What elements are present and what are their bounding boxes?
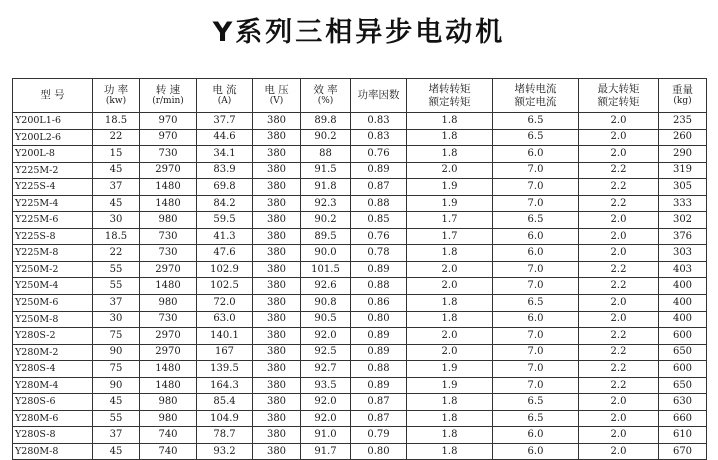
table-row xyxy=(13,212,707,229)
table-cell: 2.0 xyxy=(579,129,659,146)
motor-spec-table xyxy=(12,78,707,460)
table-cell: 6.5 xyxy=(493,129,579,146)
table-cell: 380 xyxy=(253,113,301,130)
table-cell: 730 xyxy=(140,146,197,163)
model-cell: Y200L1-6 xyxy=(13,113,93,130)
table-cell: 0.87 xyxy=(351,394,407,411)
table-row xyxy=(13,179,707,196)
table-cell: 600 xyxy=(659,328,707,345)
table-cell: 6.0 xyxy=(493,146,579,163)
table-cell: 2.2 xyxy=(579,361,659,378)
table-cell: 2.2 xyxy=(579,195,659,212)
table-cell: 650 xyxy=(659,377,707,394)
table-cell: 0.87 xyxy=(351,410,407,427)
table-cell: 1.9 xyxy=(407,361,493,378)
table-row xyxy=(13,278,707,295)
table-cell: 41.3 xyxy=(197,228,253,245)
column-header-label: 效 率 xyxy=(313,83,338,96)
table-cell: 2.0 xyxy=(579,295,659,312)
table-cell: 380 xyxy=(253,228,301,245)
table-row xyxy=(13,427,707,444)
table-cell: 30 xyxy=(93,311,140,328)
table-body xyxy=(13,113,707,460)
table-cell: 980 xyxy=(140,295,197,312)
table-cell: 90 xyxy=(93,377,140,394)
table-cell: 235 xyxy=(659,113,707,130)
table-cell: 37.7 xyxy=(197,113,253,130)
table-cell: 55 xyxy=(93,261,140,278)
model-cell: Y225S-8 xyxy=(13,228,93,245)
table-cell: 140.1 xyxy=(197,328,253,345)
table-cell: 91.5 xyxy=(301,162,351,179)
table-cell: 400 xyxy=(659,278,707,295)
table-cell: 47.6 xyxy=(197,245,253,262)
table-cell: 730 xyxy=(140,228,197,245)
table-cell: 2.2 xyxy=(579,328,659,345)
table-cell: 6.0 xyxy=(493,443,579,460)
column-header xyxy=(659,79,707,113)
table-cell: 55 xyxy=(93,410,140,427)
column-header-label: 功率因数 xyxy=(357,89,400,102)
table-cell: 290 xyxy=(659,146,707,163)
column-header-label: 型 号 xyxy=(40,89,65,102)
column-header-sublabel: 额定电流 xyxy=(514,96,557,108)
table-cell: 45 xyxy=(93,162,140,179)
table-cell: 45 xyxy=(93,195,140,212)
table-cell: 1.7 xyxy=(407,212,493,229)
table-cell: 980 xyxy=(140,212,197,229)
table-cell: 91.8 xyxy=(301,179,351,196)
column-header-label: 电 流 xyxy=(212,83,237,96)
table-cell: 970 xyxy=(140,129,197,146)
table-row xyxy=(13,162,707,179)
table-cell: 2.0 xyxy=(579,427,659,444)
table-cell: 980 xyxy=(140,410,197,427)
table-cell: 55 xyxy=(93,278,140,295)
table-cell: 6.5 xyxy=(493,113,579,130)
table-cell: 6.5 xyxy=(493,212,579,229)
table-cell: 6.0 xyxy=(493,311,579,328)
table-cell: 7.0 xyxy=(493,328,579,345)
table-cell: 7.0 xyxy=(493,344,579,361)
table-cell: 2.2 xyxy=(579,179,659,196)
column-header-sublabel: (V) xyxy=(269,96,284,107)
table-cell: 37 xyxy=(93,179,140,196)
table-cell: 2970 xyxy=(140,162,197,179)
table-cell: 92.3 xyxy=(301,195,351,212)
table-cell: 102.5 xyxy=(197,278,253,295)
table-row xyxy=(13,377,707,394)
table-cell: 90.2 xyxy=(301,212,351,229)
table-cell: 85.4 xyxy=(197,394,253,411)
table-row xyxy=(13,129,707,146)
table-cell: 101.5 xyxy=(301,261,351,278)
table-cell: 0.78 xyxy=(351,245,407,262)
table-row xyxy=(13,195,707,212)
table-cell: 0.76 xyxy=(351,228,407,245)
model-cell: Y250M-6 xyxy=(13,295,93,312)
table-cell: 93.5 xyxy=(301,377,351,394)
table-cell: 92.0 xyxy=(301,410,351,427)
column-header xyxy=(301,79,351,113)
table-cell: 45 xyxy=(93,394,140,411)
model-cell: Y280S-4 xyxy=(13,361,93,378)
table-cell: 18.5 xyxy=(93,113,140,130)
table-cell: 380 xyxy=(253,278,301,295)
table-cell: 1.8 xyxy=(407,146,493,163)
table-cell: 2.0 xyxy=(579,245,659,262)
table-cell: 88 xyxy=(301,146,351,163)
header-row xyxy=(13,79,707,113)
column-header-label: 功 率 xyxy=(103,83,129,96)
table-cell: 730 xyxy=(140,311,197,328)
table-row xyxy=(13,328,707,345)
model-cell: Y280S-2 xyxy=(13,328,93,345)
table-row xyxy=(13,113,707,130)
table-cell: 380 xyxy=(253,394,301,411)
table-cell: 380 xyxy=(253,410,301,427)
table-cell: 92.0 xyxy=(301,328,351,345)
table-cell: 2.0 xyxy=(407,278,493,295)
table-cell: 37 xyxy=(93,427,140,444)
table-cell: 7.0 xyxy=(493,278,579,295)
table-cell: 0.86 xyxy=(351,295,407,312)
column-header xyxy=(351,79,407,113)
table-cell: 34.1 xyxy=(197,146,253,163)
model-cell: Y225S-4 xyxy=(13,179,93,196)
table-row xyxy=(13,245,707,262)
table-header xyxy=(13,79,707,113)
table-cell: 1.8 xyxy=(407,443,493,460)
table-cell: 0.89 xyxy=(351,261,407,278)
model-cell: Y200L-8 xyxy=(13,146,93,163)
table-cell: 400 xyxy=(659,311,707,328)
table-cell: 104.9 xyxy=(197,410,253,427)
table-cell: 380 xyxy=(253,245,301,262)
table-cell: 75 xyxy=(93,361,140,378)
table-cell: 63.0 xyxy=(197,311,253,328)
model-cell: Y280S-8 xyxy=(13,427,93,444)
table-cell: 6.5 xyxy=(493,295,579,312)
column-header-sublabel: (r/min) xyxy=(152,96,184,107)
table-cell: 93.2 xyxy=(197,443,253,460)
table-cell: 650 xyxy=(659,344,707,361)
table-cell: 91.0 xyxy=(301,427,351,444)
table-cell: 1480 xyxy=(140,195,197,212)
table-cell: 2970 xyxy=(140,261,197,278)
table-cell: 7.0 xyxy=(493,361,579,378)
column-header-label: 堵转转矩 xyxy=(428,82,471,95)
table-cell: 1480 xyxy=(140,361,197,378)
model-cell: Y250M-4 xyxy=(13,278,93,295)
table-row xyxy=(13,394,707,411)
table-cell: 7.0 xyxy=(493,261,579,278)
model-cell: Y225M-2 xyxy=(13,162,93,179)
table-cell: 660 xyxy=(659,410,707,427)
column-header-label: 重量 xyxy=(672,83,693,96)
table-cell: 7.0 xyxy=(493,195,579,212)
table-cell: 72.0 xyxy=(197,295,253,312)
table-cell: 380 xyxy=(253,377,301,394)
column-header xyxy=(140,79,197,113)
column-header xyxy=(579,79,659,113)
table-cell: 1.8 xyxy=(407,427,493,444)
table-cell: 670 xyxy=(659,443,707,460)
table-cell: 2.0 xyxy=(579,410,659,427)
table-cell: 1.9 xyxy=(407,377,493,394)
table-cell: 380 xyxy=(253,295,301,312)
table-cell: 92.6 xyxy=(301,278,351,295)
column-header xyxy=(197,79,253,113)
table-cell: 7.0 xyxy=(493,377,579,394)
table-cell: 0.88 xyxy=(351,361,407,378)
column-header xyxy=(253,79,301,113)
table-cell: 319 xyxy=(659,162,707,179)
table-row xyxy=(13,311,707,328)
table-row xyxy=(13,261,707,278)
table-cell: 380 xyxy=(253,179,301,196)
table-cell: 139.5 xyxy=(197,361,253,378)
table-cell: 92.0 xyxy=(301,394,351,411)
table-cell: 0.87 xyxy=(351,179,407,196)
table-cell: 7.0 xyxy=(493,179,579,196)
model-cell: Y225M-6 xyxy=(13,212,93,229)
table-cell: 380 xyxy=(253,146,301,163)
model-cell: Y250M-2 xyxy=(13,261,93,278)
table-cell: 0.83 xyxy=(351,129,407,146)
table-cell: 630 xyxy=(659,394,707,411)
table-cell: 1.7 xyxy=(407,228,493,245)
table-cell: 1.8 xyxy=(407,394,493,411)
table-cell: 45 xyxy=(93,443,140,460)
table-cell: 302 xyxy=(659,212,707,229)
table-cell: 0.80 xyxy=(351,443,407,460)
table-cell: 305 xyxy=(659,179,707,196)
column-header-sublabel: 额定转矩 xyxy=(428,96,471,108)
table-cell: 2.0 xyxy=(407,328,493,345)
table-cell: 2.0 xyxy=(579,443,659,460)
model-cell: Y280M-4 xyxy=(13,377,93,394)
table-cell: 333 xyxy=(659,195,707,212)
table-cell: 376 xyxy=(659,228,707,245)
table-cell: 380 xyxy=(253,361,301,378)
table-cell: 1.8 xyxy=(407,311,493,328)
table-row xyxy=(13,443,707,460)
table-cell: 380 xyxy=(253,443,301,460)
table-cell: 78.7 xyxy=(197,427,253,444)
column-header-sublabel: 额定转矩 xyxy=(597,96,640,108)
table-cell: 1.9 xyxy=(407,179,493,196)
model-cell: Y225M-4 xyxy=(13,195,93,212)
column-header-sublabel: (%) xyxy=(317,96,334,107)
table-cell: 0.89 xyxy=(351,377,407,394)
table-cell: 2.2 xyxy=(579,162,659,179)
table-cell: 6.0 xyxy=(493,228,579,245)
table-cell: 22 xyxy=(93,245,140,262)
table-cell: 2.0 xyxy=(579,146,659,163)
table-cell: 44.6 xyxy=(197,129,253,146)
model-cell: Y250M-8 xyxy=(13,311,93,328)
table-cell: 1.8 xyxy=(407,245,493,262)
table-cell: 1.8 xyxy=(407,410,493,427)
table-cell: 740 xyxy=(140,427,197,444)
table-cell: 92.5 xyxy=(301,344,351,361)
table-cell: 83.9 xyxy=(197,162,253,179)
table-cell: 2.2 xyxy=(579,344,659,361)
page-title: Y系列三相异步电动机 xyxy=(212,17,506,48)
model-cell: Y200L2-6 xyxy=(13,129,93,146)
table-cell: 0.89 xyxy=(351,328,407,345)
column-header-sublabel: (kw) xyxy=(105,96,127,107)
table-cell: 380 xyxy=(253,328,301,345)
table-cell: 2.2 xyxy=(579,261,659,278)
column-header xyxy=(13,79,93,113)
table-cell: 90.5 xyxy=(301,311,351,328)
model-cell: Y225M-8 xyxy=(13,245,93,262)
table-cell: 22 xyxy=(93,129,140,146)
table-cell: 15 xyxy=(93,146,140,163)
table-cell: 0.88 xyxy=(351,195,407,212)
table-cell: 380 xyxy=(253,261,301,278)
table-cell: 2.0 xyxy=(579,113,659,130)
table-row xyxy=(13,410,707,427)
column-header-label: 电 压 xyxy=(264,83,289,96)
table-cell: 102.9 xyxy=(197,261,253,278)
table-row xyxy=(13,295,707,312)
table-cell: 6.5 xyxy=(493,394,579,411)
table-cell: 600 xyxy=(659,361,707,378)
table-cell: 0.89 xyxy=(351,344,407,361)
table-cell: 1480 xyxy=(140,377,197,394)
table-cell: 2.0 xyxy=(407,344,493,361)
table-cell: 90 xyxy=(93,344,140,361)
table-cell: 89.8 xyxy=(301,113,351,130)
table-cell: 0.89 xyxy=(351,162,407,179)
table-cell: 970 xyxy=(140,113,197,130)
table-cell: 0.79 xyxy=(351,427,407,444)
table-cell: 380 xyxy=(253,129,301,146)
column-header-label: 转 速 xyxy=(155,83,181,96)
model-cell: Y280M-2 xyxy=(13,344,93,361)
table-cell: 0.76 xyxy=(351,146,407,163)
model-cell: Y280M-6 xyxy=(13,410,93,427)
table-cell: 167 xyxy=(197,344,253,361)
table-cell: 380 xyxy=(253,212,301,229)
table-cell: 2.2 xyxy=(579,377,659,394)
table-cell: 2.0 xyxy=(407,261,493,278)
table-cell: 30 xyxy=(93,212,140,229)
table-cell: 90.0 xyxy=(301,245,351,262)
table-cell: 380 xyxy=(253,344,301,361)
table-cell: 0.85 xyxy=(351,212,407,229)
table-cell: 2.0 xyxy=(407,162,493,179)
table-cell: 90.2 xyxy=(301,129,351,146)
table-row xyxy=(13,228,707,245)
table-cell: 303 xyxy=(659,245,707,262)
table-cell: 90.8 xyxy=(301,295,351,312)
table-cell: 2.0 xyxy=(579,394,659,411)
table-cell: 400 xyxy=(659,295,707,312)
table-cell: 1.9 xyxy=(407,195,493,212)
table-cell: 0.88 xyxy=(351,278,407,295)
column-header-sublabel: (A) xyxy=(217,96,232,107)
table-cell: 7.0 xyxy=(493,162,579,179)
table-cell: 18.5 xyxy=(93,228,140,245)
model-cell: Y280S-6 xyxy=(13,394,93,411)
table-cell: 2970 xyxy=(140,344,197,361)
table-cell: 380 xyxy=(253,311,301,328)
table-cell: 1480 xyxy=(140,278,197,295)
column-header xyxy=(93,79,140,113)
model-cell: Y280M-8 xyxy=(13,443,93,460)
table-cell: 380 xyxy=(253,162,301,179)
table-cell: 84.2 xyxy=(197,195,253,212)
table-cell: 2.0 xyxy=(579,311,659,328)
table-cell: 91.7 xyxy=(301,443,351,460)
column-header xyxy=(493,79,579,113)
table-cell: 2.0 xyxy=(579,212,659,229)
column-header xyxy=(407,79,493,113)
column-header-sublabel: (kg) xyxy=(673,96,692,107)
table-cell: 403 xyxy=(659,261,707,278)
table-cell: 6.5 xyxy=(493,410,579,427)
table-cell: 92.7 xyxy=(301,361,351,378)
column-header-label: 堵转电流 xyxy=(514,82,557,95)
table-cell: 37 xyxy=(93,295,140,312)
table-row xyxy=(13,344,707,361)
table-cell: 740 xyxy=(140,443,197,460)
table-cell: 380 xyxy=(253,195,301,212)
table-cell: 1480 xyxy=(140,179,197,196)
table-cell: 2970 xyxy=(140,328,197,345)
table-cell: 260 xyxy=(659,129,707,146)
table-cell: 380 xyxy=(253,427,301,444)
table-cell: 730 xyxy=(140,245,197,262)
table-cell: 6.0 xyxy=(493,427,579,444)
table-cell: 59.5 xyxy=(197,212,253,229)
table-cell: 1.8 xyxy=(407,113,493,130)
column-header-label: 最大转矩 xyxy=(597,82,640,95)
table-row xyxy=(13,146,707,163)
table-cell: 69.8 xyxy=(197,179,253,196)
table-row xyxy=(13,361,707,378)
table-cell: 1.8 xyxy=(407,129,493,146)
table-cell: 75 xyxy=(93,328,140,345)
table-cell: 6.0 xyxy=(493,245,579,262)
table-cell: 2.2 xyxy=(579,278,659,295)
table-cell: 610 xyxy=(659,427,707,444)
table-cell: 2.0 xyxy=(579,228,659,245)
table-cell: 0.83 xyxy=(351,113,407,130)
table-cell: 164.3 xyxy=(197,377,253,394)
table-cell: 1.8 xyxy=(407,295,493,312)
table-cell: 89.5 xyxy=(301,228,351,245)
table-cell: 980 xyxy=(140,394,197,411)
table-cell: 0.80 xyxy=(351,311,407,328)
